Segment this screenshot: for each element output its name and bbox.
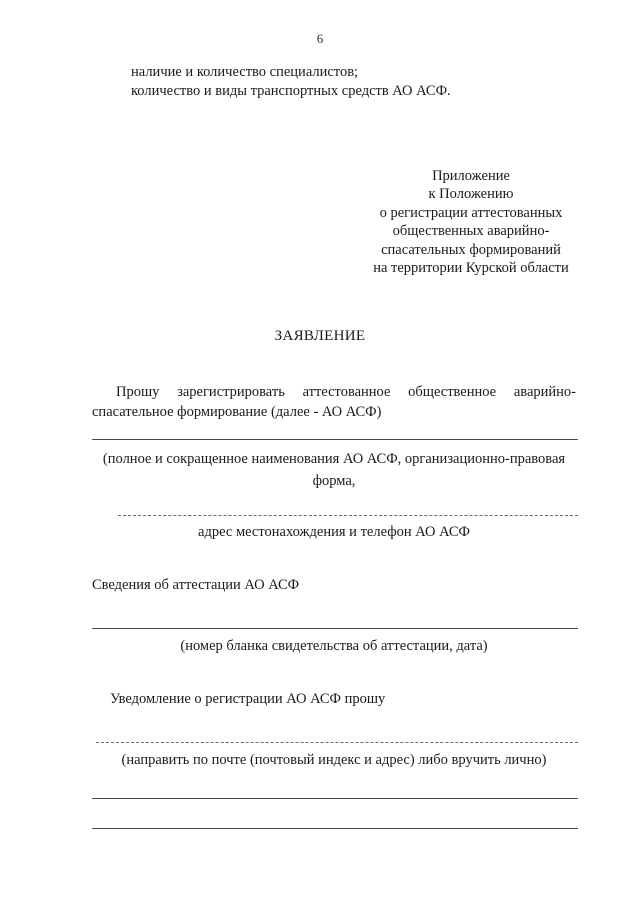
appendix-line: о регистрации аттестованных	[379, 204, 563, 221]
request-line-1: Прошу зарегистрировать аттестованное общественное аварийно-	[116, 384, 576, 400]
appendix-reference	[360, 167, 582, 277]
intro-line-specialists: наличие и количество специалистов;	[131, 64, 359, 80]
certificate-caption: (номер бланка свидетельства об аттестации, дата)	[180, 638, 488, 654]
notification-label: Уведомление о регистрации АО АСФ прошу	[110, 691, 386, 707]
appendix-line: к Положению	[428, 186, 514, 203]
appendix-line: Приложение	[432, 168, 510, 184]
delivery-blank-line[interactable]	[96, 742, 578, 743]
attestation-label: Сведения об аттестации АО АСФ	[92, 577, 300, 593]
extra-blank-line[interactable]	[92, 798, 578, 799]
appendix-line: на территории Курской области	[373, 260, 569, 277]
address-blank-line[interactable]	[118, 515, 578, 516]
request-line-2: спасательное формирование (далее - АО АСФ)	[92, 404, 382, 420]
request-paragraph	[92, 382, 576, 422]
address-caption: адрес местонахождения и телефон АО АСФ	[198, 524, 470, 540]
page-number: 6	[316, 31, 324, 46]
document-title: ЗАЯВЛЕНИЕ	[274, 328, 366, 344]
name-blank-line[interactable]	[92, 439, 578, 440]
appendix-line: спасательных формирований	[381, 241, 561, 258]
intro-line-vehicles: количество и виды транспортных средств АО АСФ.	[131, 83, 451, 99]
appendix-line: общественных аварийно-	[392, 223, 550, 240]
name-caption: (полное и сокращенное наименования АО АСФ, организационно-правовая форма,	[102, 451, 566, 489]
certificate-blank-line[interactable]	[92, 628, 578, 629]
extra-blank-line[interactable]	[92, 828, 578, 829]
delivery-caption: (направить по почте (почтовый индекс и адрес) либо вручить лично)	[121, 752, 547, 768]
